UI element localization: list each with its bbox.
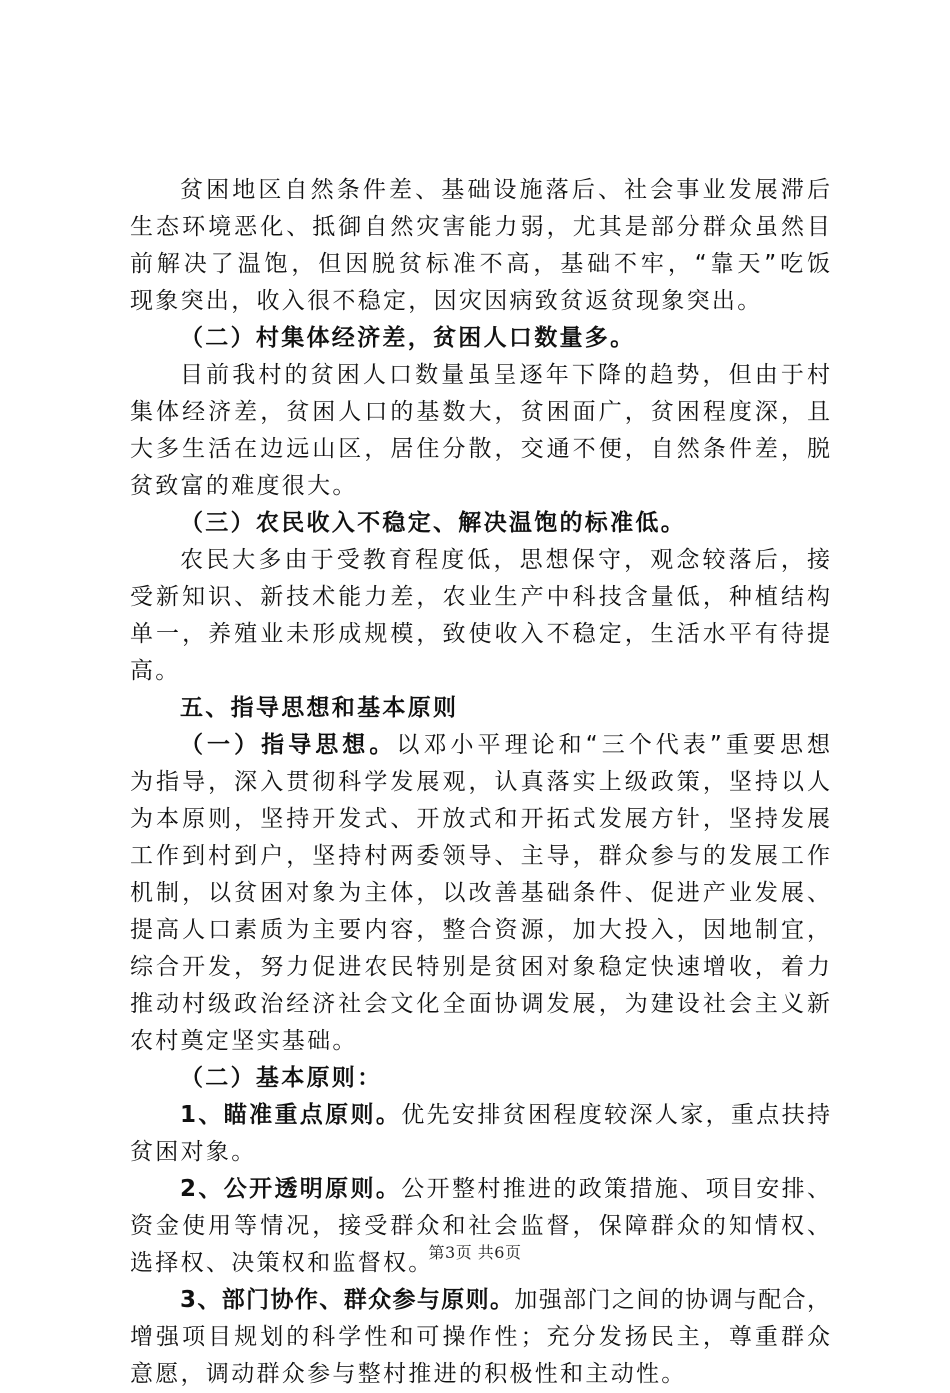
section-heading: 五、指导思想和基本原则 — [180, 695, 459, 721]
text-line: 农村奠定坚实基础。 — [130, 1028, 358, 1054]
lead-label: 2、公开透明原则。 — [180, 1176, 402, 1202]
lead-line — [130, 1282, 830, 1319]
text-line: 为本原则，坚持开发式、开放式和开拓式发展方针，坚持发展 — [130, 806, 830, 832]
lead-line — [130, 727, 830, 764]
text-line: 受新知识、新技术能力差，农业生产中科技含量低，种植结构 — [130, 584, 830, 610]
text-line: 单一，养殖业未形成规模，致使收入不稳定，生活水平有待提 — [130, 621, 830, 647]
lead-text: 公开整村推进的政策措施、项目安排、 — [401, 1176, 830, 1202]
lead-text: 优先安排贫困程度较深人家，重点扶持 — [401, 1102, 830, 1128]
document-body — [130, 172, 830, 1393]
text-line: 目前我村的贫困人口数量虽呈逐年下降的趋势，但由于村 — [180, 362, 830, 388]
text-line: 选择权、决策权和监督权。 — [130, 1250, 434, 1276]
text-line: 生态环境恶化、抵御自然灾害能力弱，尤其是部分群众虽然目 — [130, 214, 830, 240]
subheading: （二）村集体经济差，贫困人口数量多。 — [180, 325, 636, 351]
text-line: 贫致富的难度很大。 — [130, 473, 358, 499]
text-line: 机制，以贫困对象为主体，以改善基础条件、促进产业发展、 — [130, 880, 830, 906]
subheading: （三）农民收入不稳定、解决温饱的标准低。 — [180, 510, 686, 536]
text-line: 农民大多由于受教育程度低，思想保守，观念较落后，接 — [180, 547, 830, 573]
text-line: 工作到村到户，坚持村两委领导、主导，群众参与的发展工作 — [130, 843, 830, 869]
text-line: 贫困对象。 — [130, 1139, 257, 1165]
text-line: 贫困地区自然条件差、基础设施落后、社会事业发展滞后 — [180, 177, 830, 203]
lead-line — [130, 1097, 830, 1134]
text-line: 综合开发，努力促进农民特别是贫困对象稳定快速增收，着力 — [130, 954, 830, 980]
text-line: 意愿，调动群众参与整村推进的积极性和主动性。 — [130, 1361, 687, 1387]
lead-text: 加强部门之间的协调与配合， — [514, 1287, 830, 1313]
text-line: 大多生活在边远山区，居住分散，交通不便，自然条件差，脱 — [130, 436, 830, 462]
text-line: 增强项目规划的科学性和可操作性；充分发扬民主，尊重群众 — [130, 1324, 830, 1350]
text-line: 为指导，深入贯彻科学发展观，认真落实上级政策，坚持以人 — [130, 769, 830, 795]
text-line: 集体经济差，贫困人口的基数大，贫困面广，贫困程度深，且 — [130, 399, 830, 425]
lead-label: 1、瞄准重点原则。 — [180, 1102, 402, 1128]
text-line: 现象突出，收入很不稳定，因灾因病致贫返贫现象突出。 — [130, 288, 763, 314]
text-line: 推动村级政治经济社会文化全面协调发展，为建设社会主义新 — [130, 991, 830, 1017]
lead-label: （一）指导思想。 — [180, 732, 397, 758]
text-line: 前解决了温饱，但因脱贫标准不高，基础不牢，“靠天”吃饭 — [130, 251, 830, 277]
subheading: （二）基本原则： — [180, 1065, 383, 1091]
lead-line — [130, 1171, 830, 1208]
text-line: 资金使用等情况，接受群众和社会监督，保障群众的知情权、 — [130, 1213, 830, 1239]
text-line: 提高人口素质为主要内容，整合资源，加大投入，因地制宜， — [130, 917, 830, 943]
text-line: 高。 — [130, 658, 181, 684]
lead-text: 以邓小平理论和“三个代表”重要思想 — [396, 732, 830, 758]
lead-label: 3、部门协作、群众参与原则。 — [180, 1287, 515, 1313]
page-number: 第3页 共6页 — [428, 1243, 522, 1262]
